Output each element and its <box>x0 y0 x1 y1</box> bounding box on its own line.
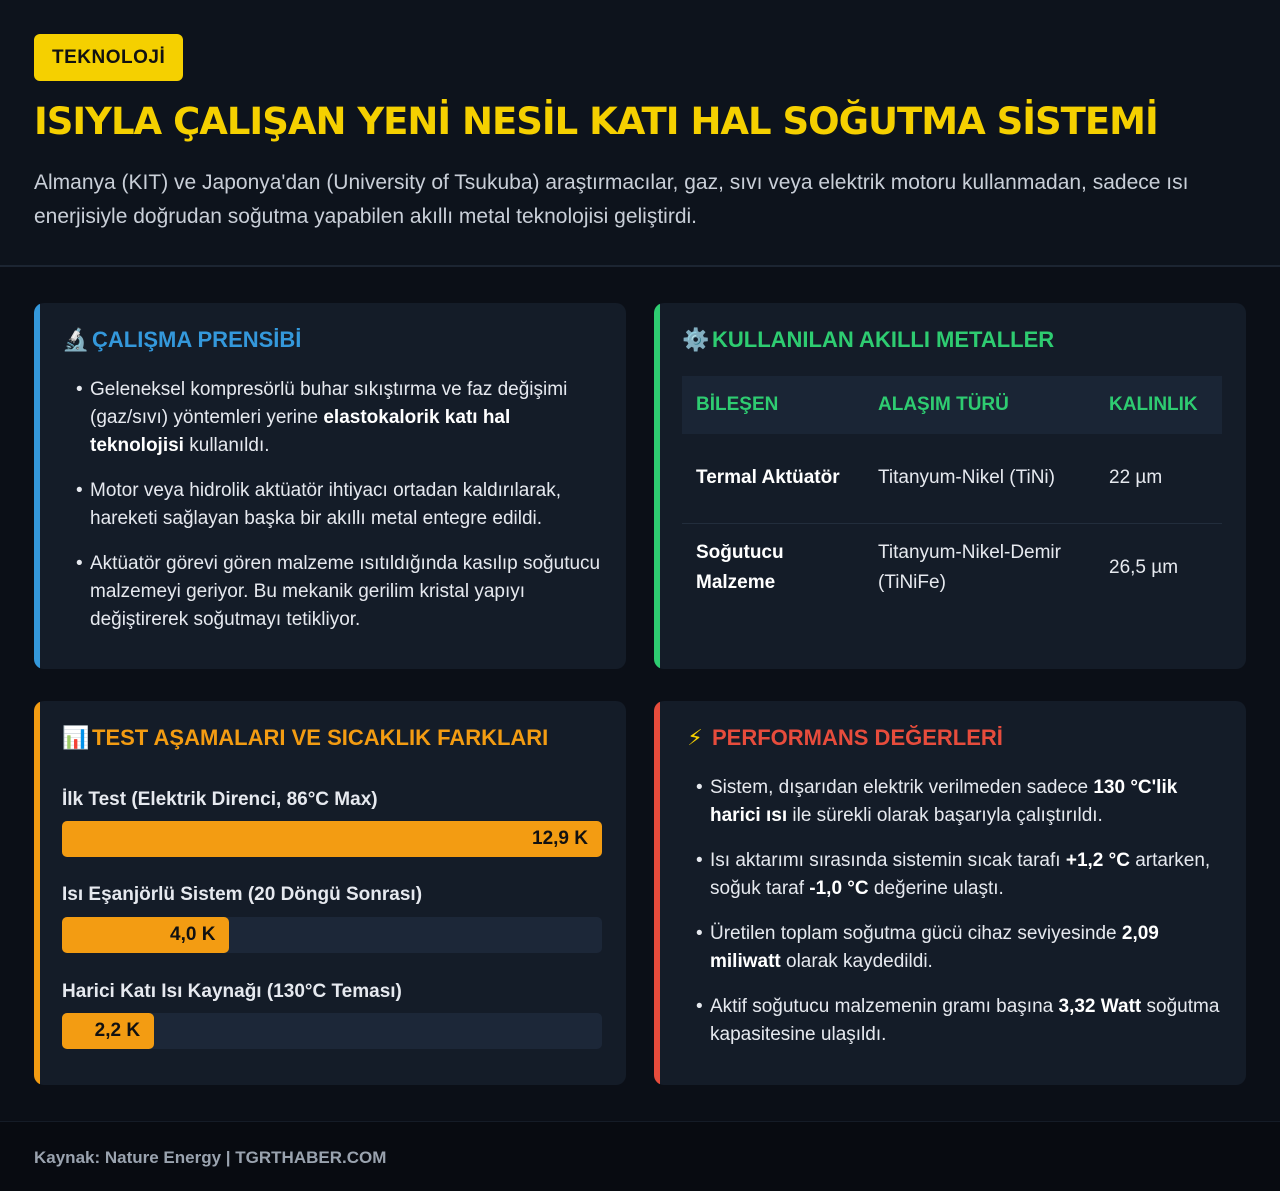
performance-title-text: PERFORMANS DEĞERLERİ <box>712 725 1003 750</box>
performance-title <box>682 725 1003 751</box>
list-item: • Aktüatör görevi gören malzeme ısıtıldığında kasılıp soğutucu malzemeyi geriyor. Bu mekanik gerilim kristal yapıyı değiştirerek soğutmayı tetikliyor. <box>76 550 606 634</box>
metals-title <box>682 327 1054 353</box>
list-item: • Isı aktarımı sırasında sistemin sıcak tarafı +1,2 °C artarken, soğuk taraf -1,0 °C değerine ulaştı. <box>696 847 1221 903</box>
test-value: 2,2 K <box>94 1020 141 1041</box>
category-badge: TEKNOLOJİ <box>34 34 183 81</box>
principle-accent-bar <box>34 303 40 669</box>
table-header-row <box>682 376 1222 434</box>
metals-title-text: KULLANILAN AKILLI METALLER <box>712 327 1055 352</box>
column-header: KALINLIK <box>1095 376 1222 434</box>
list-item: • Geleneksel kompresörlü buhar sıkıştırma ve faz değişimi (gaz/sıvı) yöntemleri yerine elastokalorik katı hal teknolojisi kullanıldı. <box>76 376 606 460</box>
tests-accent-bar <box>34 701 40 1085</box>
list-item: • Motor veya hidrolik aktüatör ihtiyacı ortadan kaldırılarak, hareketi sağlayan başka bir akıllı metal entegre edildi. <box>76 477 606 533</box>
test-bar-fill <box>62 821 602 857</box>
thickness-cell: 26,5 µm <box>1109 556 1179 578</box>
column-header: ALAŞIM TÜRÜ <box>864 376 1095 434</box>
component-cell: Termal Aktüatör <box>682 434 864 523</box>
list-item: • Aktif soğutucu malzemenin gramı başına 3,32 Watt soğutma kapasitesine ulaşıldı. <box>696 993 1221 1049</box>
principle-title <box>62 327 301 353</box>
tests-card <box>34 701 626 1085</box>
test-label: Harici Katı Isı Kaynağı (130°C Teması) <box>62 981 402 1002</box>
performance-card <box>654 701 1246 1085</box>
table-row <box>682 523 1222 612</box>
test-bar-track <box>62 917 602 953</box>
principle-list <box>76 376 606 651</box>
alloy-cell: Titanyum-Nikel (TiNi) <box>864 434 1095 523</box>
test-value: 12,9 K <box>532 828 588 849</box>
performance-accent-bar <box>654 701 660 1085</box>
header <box>0 0 1280 267</box>
tests-title-text: TEST AŞAMALARI VE SICAKLIK FARKLARI <box>92 725 549 750</box>
component-cell: Soğutucu Malzeme <box>696 541 784 593</box>
test-bar-fill <box>62 1013 154 1049</box>
gear-icon: ⚙️ <box>682 327 710 352</box>
list-item: • Üretilen toplam soğutma gücü cihaz seviyesinde 2,09 miliwatt olarak kaydedildi. <box>696 920 1221 976</box>
test-bar-track <box>62 821 602 857</box>
test-bar-fill <box>62 917 229 953</box>
lead-paragraph: Almanya (KIT) ve Japonya'dan (University of Tsukuba) araştırmacılar, gaz, sıvı veya elektrik motoru kullanmadan, sadece ısı enerjisiyle doğrudan soğutma yapabilen akıllı metal teknolojisi geliştirdi. <box>34 171 1189 228</box>
test-label: Isı Eşanjörlü Sistem (20 Döngü Sonrası) <box>62 884 423 905</box>
metals-accent-bar <box>654 303 660 669</box>
metals-table <box>682 376 1222 612</box>
test-bar-track <box>62 1013 602 1049</box>
principle-title-text: ÇALIŞMA PRENSİBİ <box>92 327 302 352</box>
metals-card <box>654 303 1246 669</box>
source-credit: Kaynak: Nature Energy | TGRTHABER.COM <box>34 1148 387 1167</box>
column-header: BİLEŞEN <box>682 376 864 434</box>
lightning-icon: ⚡ <box>687 725 703 750</box>
performance-list <box>696 774 1221 1066</box>
list-item: • Sistem, dışarıdan elektrik verilmeden sadece 130 °C'lik harici ısı ile sürekli olarak başarıyla çalıştırıldı. <box>696 774 1221 830</box>
table-row <box>682 434 1222 523</box>
footer <box>0 1121 1280 1191</box>
thickness-cell: 22 µm <box>1095 434 1222 523</box>
principle-card <box>34 303 626 669</box>
tests-title <box>62 725 548 751</box>
test-label: İlk Test (Elektrik Direnci, 86°C Max) <box>62 789 378 810</box>
bar-chart-icon: 📊 <box>62 725 90 750</box>
test-value: 4,0 K <box>170 924 216 945</box>
alloy-cell: Titanyum-Nikel-Demir (TiNiFe) <box>878 541 1061 593</box>
microscope-icon: 🔬 <box>62 327 90 352</box>
page-title: ISIYLA ÇALIŞAN YENİ NESİL KATI HAL SOĞUTMA SİSTEMİ <box>34 100 1158 143</box>
